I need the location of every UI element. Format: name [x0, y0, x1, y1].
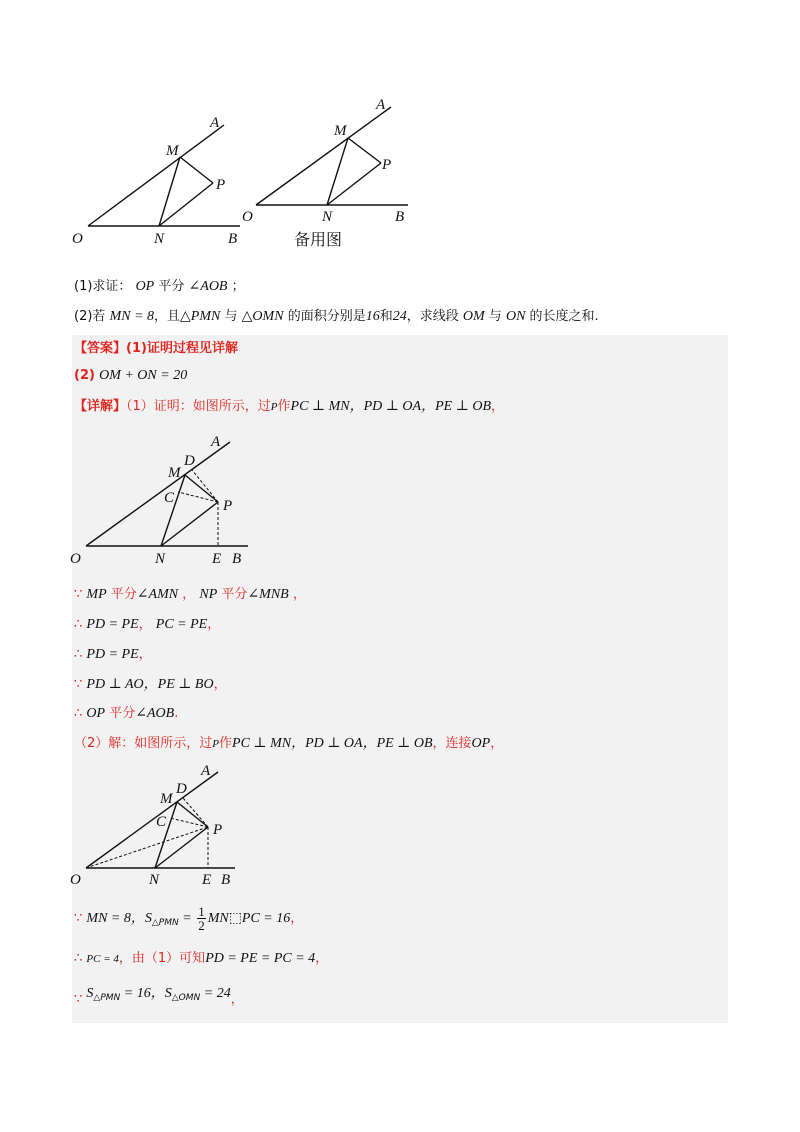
label-d: D	[184, 453, 195, 469]
answer-part1: (1)证明过程见详解	[126, 341, 238, 356]
part2-intro	[74, 735, 503, 753]
question-part2	[74, 308, 599, 326]
label-p: P	[213, 822, 223, 838]
figure-main	[70, 105, 250, 250]
q2-prefix: (2)若	[74, 309, 106, 324]
frac-top: 1	[198, 904, 205, 919]
q2-math5: 24	[392, 309, 407, 324]
label-m: M	[334, 123, 347, 139]
figure-main-svg	[70, 105, 250, 250]
p2-m2: OP	[471, 736, 491, 751]
label-n: N	[155, 551, 166, 567]
s8-sub2: △OMN	[171, 993, 201, 1003]
s6-t1: ，	[290, 911, 304, 926]
s8-sub1: △PMN	[93, 993, 121, 1003]
label-n: N	[154, 231, 165, 247]
label-m: M	[168, 465, 181, 481]
label-m: M	[160, 791, 173, 807]
detail-intro-text: （1）证明：如图所示，过	[126, 399, 271, 414]
because-symbol: ∵	[74, 992, 83, 1007]
s1-t4: ，	[292, 587, 306, 602]
step7	[74, 950, 328, 968]
figure-proof1	[70, 430, 260, 570]
s6-m3: MN⬚PC = 16	[207, 911, 291, 926]
s1-t2: ，	[182, 587, 196, 602]
step1	[74, 586, 306, 604]
q2-math4: 16	[365, 309, 380, 324]
s6-m1: MN = 8，S	[86, 911, 152, 926]
s5-m2: ∠AOB	[135, 706, 175, 721]
question-part1-prefix: (1)求证：	[74, 279, 132, 294]
s1-m2: ∠AMN	[136, 587, 179, 602]
s1-t1: 平分	[110, 587, 137, 602]
s5-t1: 平分	[109, 706, 136, 721]
q2-math7: ON	[505, 309, 526, 324]
s6-sub: △PMN	[151, 918, 179, 928]
because-symbol: ∵	[74, 677, 83, 692]
label-c: C	[156, 814, 167, 830]
figure-proof1-svg	[70, 430, 260, 570]
s2-m2: PC = PE	[155, 617, 208, 632]
answer-part2-label: (2)	[74, 368, 95, 383]
figure-caption: 备用图	[294, 230, 343, 249]
step6	[74, 905, 303, 937]
q2-math6: OM	[462, 309, 485, 324]
s7-t2: ，	[315, 951, 329, 966]
q2-t7: 的长度之和.	[529, 309, 599, 324]
label-p: P	[216, 177, 226, 193]
label-a: A	[210, 115, 220, 131]
label-b: B	[228, 231, 238, 247]
question-part1-mid: 平分	[158, 279, 185, 294]
question-part1	[74, 278, 245, 296]
s2-t2: ，	[207, 617, 221, 632]
s7-m1: PC = 4	[86, 953, 119, 965]
answer-part2-math: OM + ON = 20	[99, 368, 188, 383]
step5	[74, 705, 178, 723]
s4-t1: ，	[213, 677, 227, 692]
label-o: O	[242, 209, 253, 225]
s8-t1: ，	[230, 992, 244, 1007]
label-n: N	[322, 209, 333, 225]
s6-m2: =	[178, 911, 196, 926]
question-part1-end: ；	[231, 279, 245, 294]
detail-tag: 【详解】	[74, 399, 127, 414]
step4	[74, 676, 227, 694]
label-p: P	[382, 157, 392, 173]
therefore-symbol: ∴	[74, 706, 83, 721]
figure-backup-svg	[238, 95, 418, 250]
step3	[74, 646, 152, 664]
detail-intro-zuo: 作	[277, 399, 291, 414]
frac-bot: 2	[198, 918, 205, 933]
question-part1-angle: ∠AOB	[188, 279, 228, 294]
detail-intro-end: ，	[491, 399, 505, 414]
label-d: D	[176, 781, 187, 797]
s4-m1: PD ⊥ AO，PE ⊥ BO	[86, 677, 214, 692]
q2-math3: △OMN	[241, 309, 284, 324]
detail-intro-math: PC ⊥ MN，PD ⊥ OA，PE ⊥ OB	[290, 399, 492, 414]
step8	[74, 982, 244, 1010]
q2-t2: 与	[224, 309, 238, 324]
s1-t3: 平分	[221, 587, 248, 602]
label-n: N	[149, 872, 160, 888]
detail-intro	[74, 398, 504, 416]
q2-t6: 与	[488, 309, 502, 324]
p2-t2: ，	[490, 736, 504, 751]
s7-m2: PD = PE = PC = 4	[205, 951, 316, 966]
label-a: A	[376, 97, 386, 113]
label-a: A	[211, 434, 221, 450]
s1-m4: ∠MNB	[247, 587, 289, 602]
label-p: P	[223, 498, 233, 514]
s5-m1: OP	[86, 706, 106, 721]
therefore-symbol: ∴	[74, 951, 83, 966]
label-c: C	[164, 490, 175, 506]
q2-t3: 的面积分别是	[287, 309, 366, 324]
label-b: B	[232, 551, 242, 567]
answer-tag: 【答案】	[74, 341, 127, 356]
p2-intro-text: （2）解：如图所示，过	[74, 736, 213, 751]
s3-m1: PD = PE	[86, 647, 139, 662]
s3-t1: ，	[138, 647, 152, 662]
q2-math1: MN = 8	[109, 309, 155, 324]
q2-t1: ，且	[154, 309, 181, 324]
because-symbol: ∵	[74, 587, 83, 602]
q2-t5: ，求线段	[406, 309, 459, 324]
step2	[74, 616, 220, 634]
s2-t1: ，	[138, 617, 152, 632]
p2-zuo: 作	[219, 736, 233, 751]
s1-m1: MP	[86, 587, 107, 602]
p2-t1: ，连接	[432, 736, 472, 751]
label-m: M	[166, 143, 179, 159]
answer-line1	[74, 340, 238, 358]
therefore-symbol: ∴	[74, 617, 83, 632]
figure-proof2	[70, 760, 260, 890]
p2-p: P	[212, 738, 220, 750]
label-b: B	[221, 872, 231, 888]
detail-intro-p: P	[270, 401, 278, 413]
label-o: O	[70, 872, 81, 888]
fraction-half	[197, 905, 206, 932]
q2-t4: 和	[379, 309, 393, 324]
label-b: B	[395, 209, 405, 225]
p2-math: PC ⊥ MN，PD ⊥ OA，PE ⊥ OB	[232, 736, 433, 751]
s5-t2: .	[174, 706, 179, 721]
s1-m3: NP	[199, 587, 218, 602]
s8-m1: S	[86, 986, 94, 1001]
therefore-symbol: ∴	[74, 647, 83, 662]
s7-t1: ，由（1）可知	[118, 951, 206, 966]
s8-m2: = 16，S	[120, 986, 172, 1001]
s8-m3: = 24	[200, 986, 231, 1001]
label-o: O	[72, 231, 83, 247]
figure-proof2-svg	[70, 760, 260, 890]
answer-line2	[74, 367, 187, 385]
s2-m1: PD = PE	[86, 617, 139, 632]
question-part1-math: OP	[135, 279, 155, 294]
label-e: E	[202, 872, 212, 888]
because-symbol: ∵	[74, 911, 83, 926]
label-o: O	[70, 551, 81, 567]
label-a: A	[201, 763, 211, 779]
q2-math2: △PMN	[180, 309, 221, 324]
figure-backup	[238, 95, 418, 250]
label-e: E	[212, 551, 222, 567]
